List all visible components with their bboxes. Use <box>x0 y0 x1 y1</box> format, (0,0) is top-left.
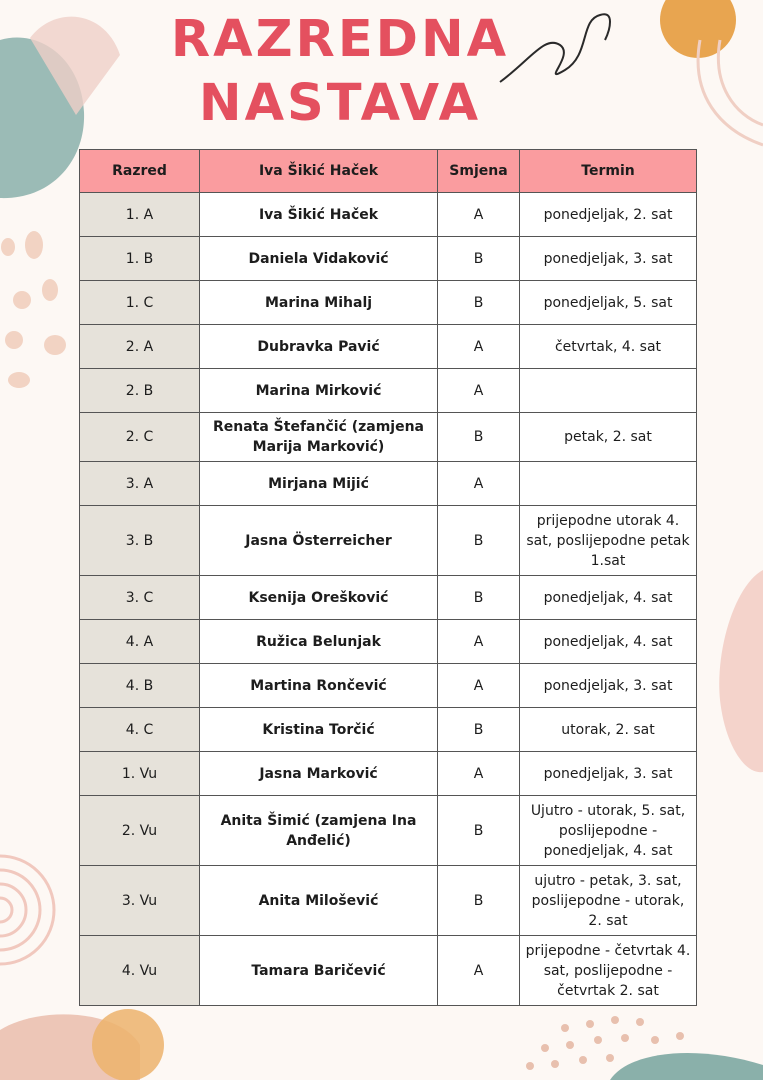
orange-circle-bottom-shape <box>92 1009 164 1080</box>
cell-shift: A <box>438 325 520 369</box>
cell-shift: B <box>438 708 520 752</box>
cell-teacher: Marina Mihalj <box>200 281 438 325</box>
page-title <box>0 8 680 136</box>
cell-shift: A <box>438 664 520 708</box>
cell-term: ponedjeljak, 2. sat <box>520 193 697 237</box>
table-row <box>80 664 697 708</box>
header-term: Termin <box>520 150 697 193</box>
cell-class: 2. A <box>80 325 200 369</box>
table-row <box>80 281 697 325</box>
cell-term: petak, 2. sat <box>520 413 697 462</box>
table-row <box>80 866 697 936</box>
teal-semicircle-shape <box>610 1053 763 1080</box>
table-row <box>80 620 697 664</box>
cell-teacher: Jasna Marković <box>200 752 438 796</box>
cell-shift: B <box>438 796 520 866</box>
cell-class: 2. Vu <box>80 796 200 866</box>
table-row <box>80 462 697 506</box>
cell-term: ponedjeljak, 5. sat <box>520 281 697 325</box>
table-row <box>80 796 697 866</box>
cell-shift: A <box>438 752 520 796</box>
cell-teacher: Anita Šimić (zamjena Ina Anđelić) <box>200 796 438 866</box>
cell-teacher: Ružica Belunjak <box>200 620 438 664</box>
pebble-shape <box>1 238 15 256</box>
cell-term: prijepodne - četvrtak 4. sat, poslijepodne - četvrtak 2. sat <box>520 936 697 1006</box>
cell-term: ponedjeljak, 3. sat <box>520 664 697 708</box>
cell-teacher: Renata Štefančić (zamjena Marija Marković) <box>200 413 438 462</box>
cell-teacher: Iva Šikić Haček <box>200 193 438 237</box>
cell-term <box>520 369 697 413</box>
title-line-1: RAZREDNA <box>170 10 510 69</box>
cell-term: ponedjeljak, 3. sat <box>520 752 697 796</box>
title-line-2: NASTAVA <box>198 74 482 133</box>
cell-shift: A <box>438 936 520 1006</box>
pebble-shape <box>44 335 66 355</box>
cell-class: 4. Vu <box>80 936 200 1006</box>
cell-shift: A <box>438 462 520 506</box>
cell-term: ponedjeljak, 4. sat <box>520 620 697 664</box>
cell-shift: A <box>438 620 520 664</box>
cell-class: 2. C <box>80 413 200 462</box>
table-row <box>80 752 697 796</box>
cell-teacher: Mirjana Mijić <box>200 462 438 506</box>
cell-shift: B <box>438 281 520 325</box>
cell-teacher: Tamara Baričević <box>200 936 438 1006</box>
cell-term: ponedjeljak, 3. sat <box>520 237 697 281</box>
table-header-row <box>80 150 697 193</box>
concentric-rings-shape <box>0 856 54 964</box>
schedule-table <box>79 149 697 1006</box>
pebble-shape <box>13 291 31 309</box>
cell-class: 1. A <box>80 193 200 237</box>
pink-blob-right-shape <box>719 570 763 772</box>
cell-term: ponedjeljak, 4. sat <box>520 576 697 620</box>
table-row <box>80 325 697 369</box>
cell-class: 3. C <box>80 576 200 620</box>
cell-term: prijepodne utorak 4. sat, poslijepodne petak 1.sat <box>520 506 697 576</box>
cell-class: 3. B <box>80 506 200 576</box>
cell-class: 4. A <box>80 620 200 664</box>
cell-teacher: Kristina Torčić <box>200 708 438 752</box>
pebble-shape <box>5 331 23 349</box>
table-row <box>80 576 697 620</box>
cell-shift: B <box>438 576 520 620</box>
table-row <box>80 369 697 413</box>
header-shift: Smjena <box>438 150 520 193</box>
cell-class: 1. B <box>80 237 200 281</box>
cell-class: 3. Vu <box>80 866 200 936</box>
header-teacher: Iva Šikić Haček <box>200 150 438 193</box>
cell-class: 3. A <box>80 462 200 506</box>
table-row <box>80 506 697 576</box>
pebble-shape <box>8 372 30 388</box>
cell-term: ujutro - petak, 3. sat, poslijepodne - utorak, 2. sat <box>520 866 697 936</box>
cell-term <box>520 462 697 506</box>
cell-shift: A <box>438 193 520 237</box>
cell-class: 4. C <box>80 708 200 752</box>
cell-class: 1. Vu <box>80 752 200 796</box>
cell-class: 2. B <box>80 369 200 413</box>
table-row <box>80 936 697 1006</box>
cell-teacher: Daniela Vidaković <box>200 237 438 281</box>
cell-teacher: Jasna Österreicher <box>200 506 438 576</box>
cell-class: 4. B <box>80 664 200 708</box>
pebble-shape <box>25 231 43 259</box>
table-row <box>80 708 697 752</box>
cell-shift: B <box>438 506 520 576</box>
cell-teacher: Ksenija Orešković <box>200 576 438 620</box>
cell-teacher: Anita Milošević <box>200 866 438 936</box>
cell-class: 1. C <box>80 281 200 325</box>
cell-teacher: Martina Rončević <box>200 664 438 708</box>
cell-shift: B <box>438 413 520 462</box>
header-class: Razred <box>80 150 200 193</box>
table-row <box>80 237 697 281</box>
cell-teacher: Marina Mirković <box>200 369 438 413</box>
cell-shift: B <box>438 237 520 281</box>
cell-teacher: Dubravka Pavić <box>200 325 438 369</box>
pebble-shape <box>42 279 58 301</box>
cell-shift: A <box>438 369 520 413</box>
cell-term: Ujutro - utorak, 5. sat, poslijepodne - ponedjeljak, 4. sat <box>520 796 697 866</box>
cell-shift: B <box>438 866 520 936</box>
table-row <box>80 413 697 462</box>
cell-term: četvrtak, 4. sat <box>520 325 697 369</box>
ring-arc-shape <box>718 40 763 125</box>
table-row <box>80 193 697 237</box>
cell-term: utorak, 2. sat <box>520 708 697 752</box>
